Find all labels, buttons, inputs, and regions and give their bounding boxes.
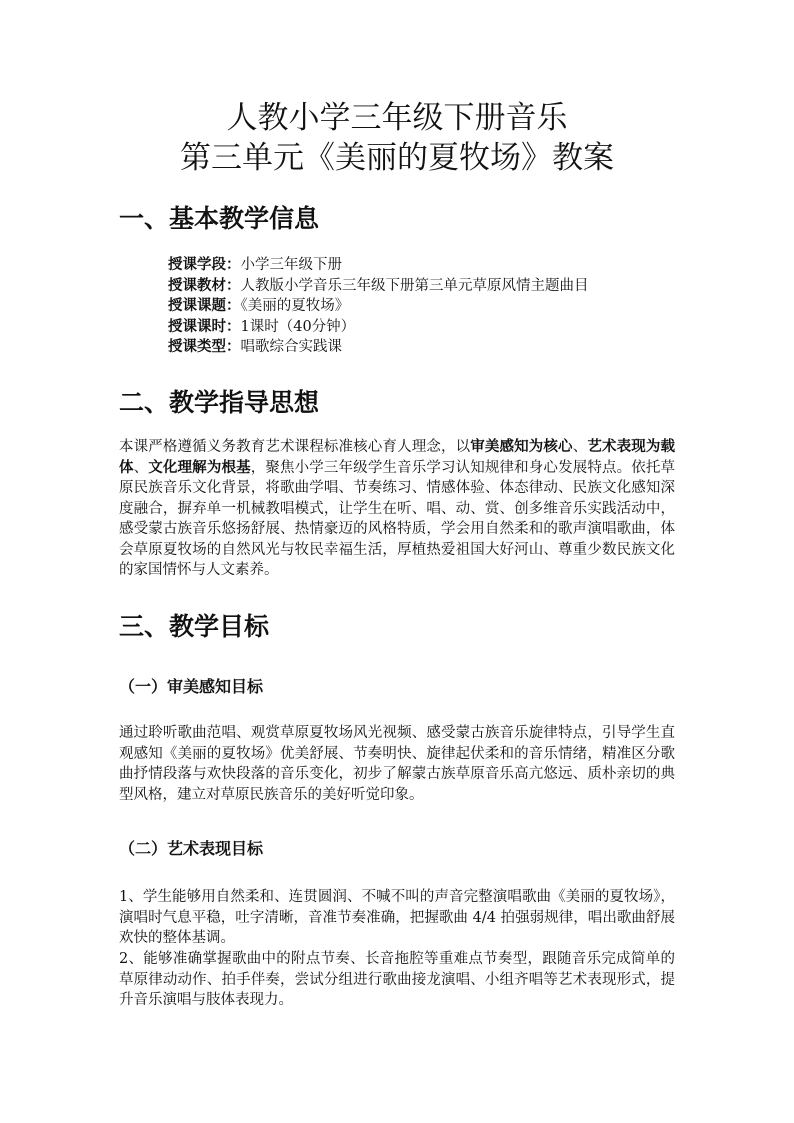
document-title-line-2: 第三单元《美丽的夏牧场》教案 — [180, 140, 614, 176]
info-key: 授课课时： — [168, 317, 241, 335]
info-item-textbook — [168, 276, 589, 297]
info-value: 1课时（40分钟） — [240, 318, 356, 335]
expression-objective-2: 2、能够准确掌握歌曲中的附点节奏、长音拖腔等重难点节奏型，跟随音乐完成简单的草原律动动作、拍手伴奏，尝试分组进行歌曲接龙演唱、小组齐唱等艺术表现形式，提升音乐演唱与肢体表现力。 — [119, 951, 675, 1008]
document-title-line-1: 人教小学三年级下册音乐 — [226, 100, 568, 136]
info-key: 授课课题： — [168, 297, 241, 314]
subsection-heading-aesthetic: （一）审美感知目标 — [119, 677, 264, 696]
info-item-stage — [168, 255, 589, 276]
emphasis-text: 审美感知为核心 — [470, 438, 573, 455]
info-value: 人教版小学音乐三年级下册第三单元草原风情主题曲目 — [240, 277, 589, 294]
emphasis-text: 文化理解为根基 — [148, 458, 251, 476]
info-item-hours — [168, 317, 589, 338]
info-key: 授课学段： — [168, 256, 241, 273]
text-run: ，聚焦小学三年级学生音乐学习认知规律和身心发展特点。依托草原民族音乐文化背景，将歌曲学唱、节奏练习、情感体验、体态律动、民族文化感知深度融合，摒弃单一机械教唱模式，让学生在听、唱、动、赏、创多维音乐实践活动中，感受蒙古族音乐悠扬舒展、热情豪迈的风格特质，学会用自然柔和的歌声演唱歌曲，体会草原夏牧场的自然风光与牧民幸福生活，厚植热爱祖国大好河山、尊重少数民族文化的家国情怀与人文素养。 — [119, 459, 676, 578]
info-item-type — [168, 337, 589, 358]
info-value: 小学三年级下册 — [240, 257, 342, 273]
section-heading-basic-info: 一、基本教学信息 — [119, 204, 320, 233]
section-heading-objectives: 三、教学目标 — [119, 612, 270, 641]
guiding-idea-paragraph — [119, 437, 675, 581]
info-key: 授课类型： — [168, 338, 241, 355]
info-value: 《美丽的夏牧场》 — [240, 298, 350, 314]
basic-info-list — [168, 255, 589, 358]
info-key: 授课教材： — [168, 276, 241, 294]
info-value: 唱歌综合实践课 — [240, 339, 342, 355]
text-run: 、 — [572, 439, 588, 455]
aesthetic-objective-paragraph: 通过聆听歌曲范唱、观赏草原夏牧场风光视频、感受蒙古族音乐旋律特点，引导学生直观感知《美丽的夏牧场》优美舒展、节奏明快、旋律起伏柔和的音乐情绪，精准区分歌曲抒情段落与欢快段落的音乐变化，初步了解蒙古族草原音乐高亢悠远、质朴亲切的典型风格，建立对草原民族音乐的美好听觉印象。 — [119, 725, 675, 803]
expression-objective-1: 1、学生能够用自然柔和、连贯圆润、不喊不叫的声音完整演唱歌曲《美丽的夏牧场》，演唱时气息平稳，吐字清晰，音准节奏准确，把握歌曲 4/4 拍强弱规律，唱出歌曲舒展欢快的整体基调。 — [119, 889, 675, 946]
subsection-heading-expression: （二）艺术表现目标 — [119, 839, 264, 858]
emphasis-text: 艺术表现为载体 — [119, 438, 676, 476]
section-heading-guiding-idea: 二、教学指导思想 — [119, 388, 320, 417]
text-run: 、 — [133, 459, 149, 476]
info-item-topic — [168, 296, 589, 317]
text-run: 本课严格遵循义务教育艺术课程标准核心育人理念，以 — [119, 439, 471, 455]
